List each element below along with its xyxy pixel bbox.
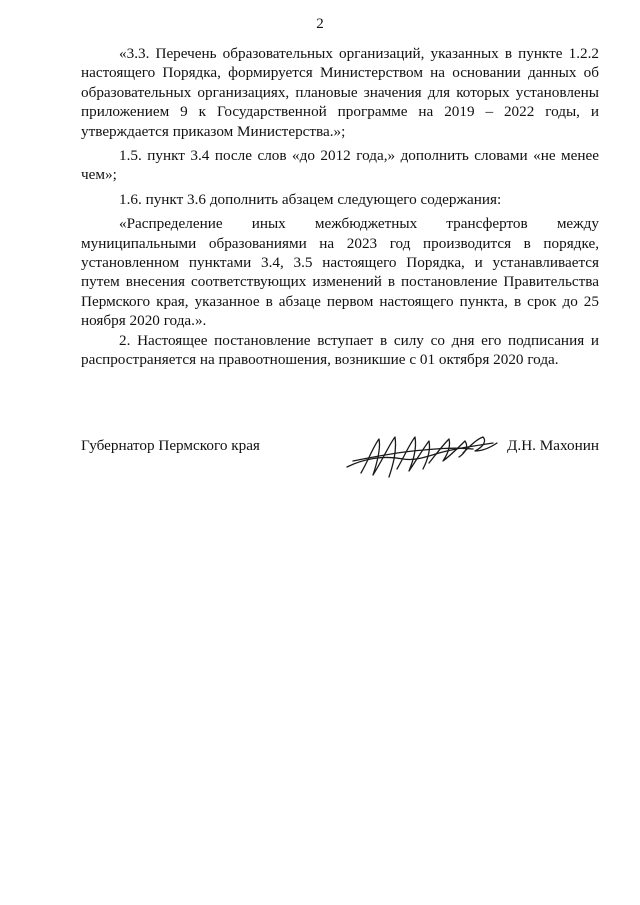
paragraph-1-6: 1.6. пункт 3.6 дополнить абзацем следующего содержания: xyxy=(119,190,502,208)
paragraph-3-3: «3.3. Перечень образовательных организаций, указанных в пункте 1.2.2 настоящего Порядка, формируется Министерством на основании данных об образовательных организациях, плановые значения для которых установлены приложением 9 к Государственной программе на 2019 – 2022 годы, и утверждается приказом Министерства.»; xyxy=(81,45,599,140)
signatory-name: Д.Н. Махонин xyxy=(507,437,599,454)
paragraph-1-5: 1.5. пункт 3.4 после слов «до 2012 года,» дополнить словами «не менее чем»; xyxy=(81,147,599,184)
signature-block xyxy=(81,437,599,487)
paragraph-quote-distribution: «Распределение иных межбюджетных трансфертов между муниципальными образованиями на 2023 год производится в порядке, установленном пунктами 3.4, 3.5 настоящего Порядка, и устанавливается путем внесения соответствующих изменений в постановление Правительства Пермского края, указанное в абзаце первом настоящего пункта, в срок до 25 ноября 2020 года.». xyxy=(81,215,599,330)
paragraph-2: 2. Настоящее постановление вступает в силу со дня его подписания и распространяется на правоотношения, возникшие с 01 октября 2020 года. xyxy=(81,331,599,369)
signatory-title: Губернатор Пермского края xyxy=(81,437,260,454)
handwritten-signature xyxy=(343,429,499,481)
page-number: 2 xyxy=(316,16,324,32)
document-body xyxy=(81,44,599,375)
